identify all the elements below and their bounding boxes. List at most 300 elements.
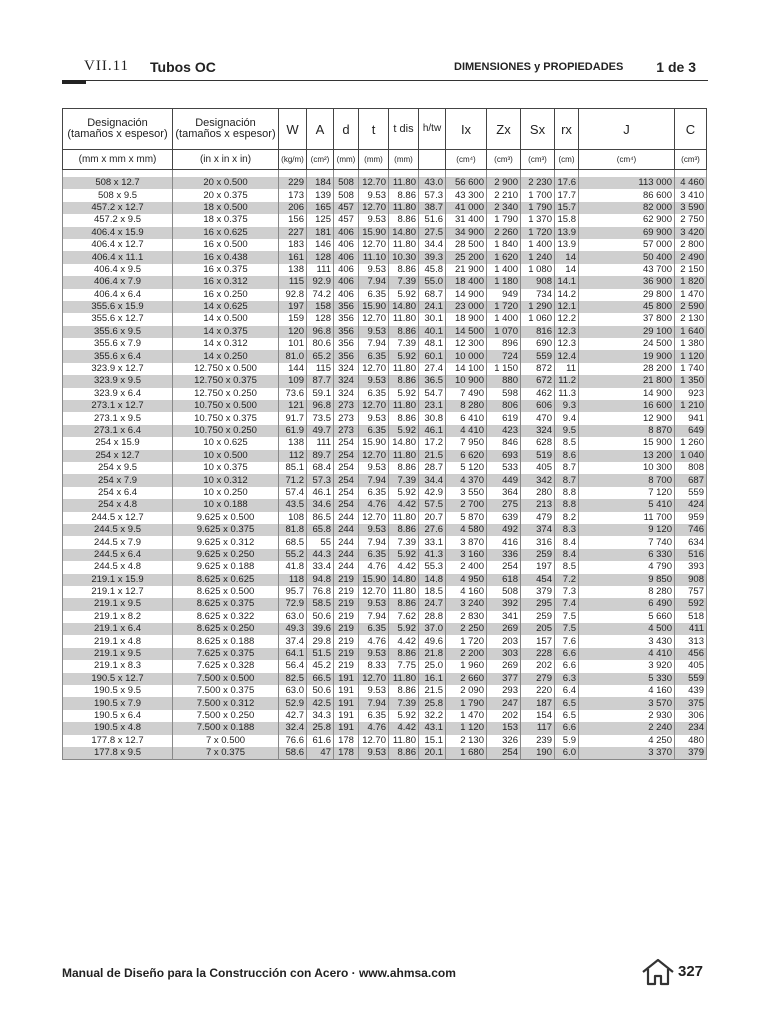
cell-tdis: 5.92	[389, 549, 419, 561]
cell-a: 34.6	[307, 499, 334, 511]
cell-d: 244	[334, 536, 359, 548]
cell-sx: 2 230	[521, 177, 555, 189]
cell-tdis: 10.30	[389, 251, 419, 263]
cell-ix: 1 790	[446, 697, 487, 709]
cell-c: 634	[675, 536, 707, 548]
cell-sx: 197	[521, 561, 555, 573]
cell-des-in: 20 x 0.375	[173, 189, 279, 201]
cell-c: 516	[675, 549, 707, 561]
table-row	[63, 660, 707, 672]
cell-t: 12.70	[359, 735, 389, 747]
cell-sx: 228	[521, 648, 555, 660]
cell-zx: 203	[487, 635, 521, 647]
table-row	[63, 450, 707, 462]
cell-htw: 25.0	[419, 660, 446, 672]
cell-a: 45.2	[307, 660, 334, 672]
cell-a: 68.4	[307, 462, 334, 474]
cell-des-mm: 254 x 4.8	[63, 499, 173, 511]
cell-sx: 1 290	[521, 301, 555, 313]
cell-zx: 1 790	[487, 214, 521, 226]
cell-rx: 8.7	[555, 462, 579, 474]
unit-htw	[419, 150, 446, 170]
cell-ix: 2 130	[446, 735, 487, 747]
cell-htw: 18.5	[419, 586, 446, 598]
cell-rx: 7.2	[555, 574, 579, 586]
cell-sx: 816	[521, 326, 555, 338]
cell-zx: 1 400	[487, 313, 521, 325]
cell-c: 1 040	[675, 450, 707, 462]
cell-a: 139	[307, 189, 334, 201]
col-rx: rx	[555, 109, 579, 150]
cell-c: 379	[675, 747, 707, 760]
cell-c: 1 470	[675, 289, 707, 301]
cell-zx: 1 620	[487, 251, 521, 263]
cell-j: 7 740	[579, 536, 675, 548]
cell-w: 138	[279, 264, 307, 276]
cell-des-mm: 406.4 x 6.4	[63, 289, 173, 301]
cell-tdis: 14.80	[389, 437, 419, 449]
cell-t: 4.76	[359, 635, 389, 647]
cell-htw: 36.5	[419, 375, 446, 387]
cell-w: 118	[279, 574, 307, 586]
cell-des-in: 10.750 x 0.375	[173, 412, 279, 424]
cell-w: 32.4	[279, 722, 307, 734]
cell-t: 7.94	[359, 697, 389, 709]
cell-des-mm: 457.2 x 12.7	[63, 202, 173, 214]
cell-sx: 295	[521, 598, 555, 610]
cell-t: 9.53	[359, 747, 389, 760]
cell-j: 8 870	[579, 425, 675, 437]
cell-w: 197	[279, 301, 307, 313]
cell-w: 108	[279, 512, 307, 524]
cell-des-mm: 508 x 12.7	[63, 177, 173, 189]
cell-des-in: 10 x 0.312	[173, 474, 279, 486]
cell-rx: 12.4	[555, 350, 579, 362]
cell-des-mm: 355.6 x 12.7	[63, 313, 173, 325]
cell-a: 47	[307, 747, 334, 760]
cell-des-mm: 177.8 x 9.5	[63, 747, 173, 760]
cell-c: 1 120	[675, 350, 707, 362]
cell-des-in: 18 x 0.375	[173, 214, 279, 226]
cell-j: 9 120	[579, 524, 675, 536]
cell-c: 2 800	[675, 239, 707, 251]
cell-d: 254	[334, 462, 359, 474]
table-row	[63, 685, 707, 697]
cell-sx: 479	[521, 512, 555, 524]
cell-j: 3 370	[579, 747, 675, 760]
cell-ix: 1 120	[446, 722, 487, 734]
cell-des-mm: 244.5 x 4.8	[63, 561, 173, 573]
cell-rx: 6.6	[555, 648, 579, 660]
cell-sx: 187	[521, 697, 555, 709]
table-row	[63, 177, 707, 189]
cell-sx: 559	[521, 350, 555, 362]
cell-d: 254	[334, 499, 359, 511]
table-row	[63, 710, 707, 722]
cell-ix: 8 280	[446, 400, 487, 412]
cell-w: 58.6	[279, 747, 307, 760]
cell-t: 6.35	[359, 388, 389, 400]
cell-a: 89.7	[307, 450, 334, 462]
cell-c: 2 130	[675, 313, 707, 325]
cell-t: 7.94	[359, 276, 389, 288]
cell-htw: 43.1	[419, 722, 446, 734]
table-row	[63, 400, 707, 412]
cell-zx: 618	[487, 574, 521, 586]
unit-j: (cm⁴)	[579, 150, 675, 170]
cell-rx: 11	[555, 363, 579, 375]
cell-sx: 280	[521, 487, 555, 499]
cell-ix: 4 580	[446, 524, 487, 536]
cell-htw: 54.7	[419, 388, 446, 400]
cell-tdis: 8.86	[389, 524, 419, 536]
cell-a: 80.6	[307, 338, 334, 350]
cell-sx: 259	[521, 549, 555, 561]
cell-a: 128	[307, 251, 334, 263]
cell-w: 52.9	[279, 697, 307, 709]
cell-ix: 21 900	[446, 264, 487, 276]
cell-rx: 8.2	[555, 512, 579, 524]
cell-des-in: 12.750 x 0.500	[173, 363, 279, 375]
cell-tdis: 8.86	[389, 214, 419, 226]
table-row	[63, 227, 707, 239]
cell-sx: 324	[521, 425, 555, 437]
cell-j: 28 200	[579, 363, 675, 375]
cell-w: 85.1	[279, 462, 307, 474]
cell-des-mm: 190.5 x 9.5	[63, 685, 173, 697]
cell-j: 5 660	[579, 611, 675, 623]
cell-des-mm: 254 x 6.4	[63, 487, 173, 499]
cell-sx: 462	[521, 388, 555, 400]
cell-t: 12.70	[359, 313, 389, 325]
cell-zx: 269	[487, 660, 521, 672]
cell-zx: 1 720	[487, 301, 521, 313]
cell-rx: 6.0	[555, 747, 579, 760]
cell-a: 29.8	[307, 635, 334, 647]
cell-d: 254	[334, 437, 359, 449]
cell-j: 6 490	[579, 598, 675, 610]
table-row	[63, 301, 707, 313]
cell-htw: 28.8	[419, 611, 446, 623]
cell-d: 406	[334, 289, 359, 301]
cell-c: 959	[675, 512, 707, 524]
cell-sx: 117	[521, 722, 555, 734]
cell-zx: 416	[487, 536, 521, 548]
cell-des-in: 14 x 0.625	[173, 301, 279, 313]
cell-sx: 220	[521, 685, 555, 697]
cell-zx: 598	[487, 388, 521, 400]
cell-des-in: 14 x 0.250	[173, 350, 279, 362]
cell-ix: 2 830	[446, 611, 487, 623]
cell-des-mm: 273.1 x 12.7	[63, 400, 173, 412]
cell-d: 191	[334, 710, 359, 722]
cell-a: 76.8	[307, 586, 334, 598]
cell-tdis: 8.86	[389, 648, 419, 660]
cell-d: 356	[334, 326, 359, 338]
cell-sx: 374	[521, 524, 555, 536]
cell-a: 51.5	[307, 648, 334, 660]
cell-rx: 14.1	[555, 276, 579, 288]
cell-sx: 519	[521, 450, 555, 462]
cell-zx: 293	[487, 685, 521, 697]
cell-j: 19 900	[579, 350, 675, 362]
cell-a: 42.5	[307, 697, 334, 709]
cell-rx: 9.5	[555, 425, 579, 437]
cell-des-in: 7 x 0.375	[173, 747, 279, 760]
cell-c: 1 350	[675, 375, 707, 387]
cell-w: 81.8	[279, 524, 307, 536]
cell-rx: 8.3	[555, 524, 579, 536]
cell-zx: 619	[487, 412, 521, 424]
cell-sx: 672	[521, 375, 555, 387]
cell-ix: 7 950	[446, 437, 487, 449]
cell-des-mm: 323.9 x 12.7	[63, 363, 173, 375]
table-row	[63, 574, 707, 586]
cell-htw: 25.8	[419, 697, 446, 709]
cell-tdis: 11.80	[389, 400, 419, 412]
cell-t: 9.53	[359, 685, 389, 697]
cell-t: 12.70	[359, 202, 389, 214]
cell-a: 50.6	[307, 611, 334, 623]
cell-des-in: 7.500 x 0.375	[173, 685, 279, 697]
cell-ix: 31 400	[446, 214, 487, 226]
cell-sx: 316	[521, 536, 555, 548]
cell-rx: 9.4	[555, 412, 579, 424]
cell-des-mm: 273.1 x 6.4	[63, 425, 173, 437]
cell-des-in: 7.625 x 0.328	[173, 660, 279, 672]
col-ix: Ix	[446, 109, 487, 150]
cell-c: 592	[675, 598, 707, 610]
cell-c: 687	[675, 474, 707, 486]
cell-htw: 27.4	[419, 363, 446, 375]
cell-zx: 639	[487, 512, 521, 524]
cell-htw: 57.5	[419, 499, 446, 511]
cell-tdis: 8.86	[389, 264, 419, 276]
table-row	[63, 499, 707, 511]
table-row	[63, 239, 707, 251]
cell-d: 219	[334, 574, 359, 586]
cell-c: 424	[675, 499, 707, 511]
cell-rx: 14.2	[555, 289, 579, 301]
unit-des-in: (in x in x in)	[173, 150, 279, 170]
table-row	[63, 363, 707, 375]
cell-des-in: 9.625 x 0.250	[173, 549, 279, 561]
cell-rx: 17.7	[555, 189, 579, 201]
cell-tdis: 8.86	[389, 375, 419, 387]
cell-j: 45 800	[579, 301, 675, 313]
table-row	[63, 586, 707, 598]
cell-rx: 7.3	[555, 586, 579, 598]
cell-j: 69 900	[579, 227, 675, 239]
cell-des-in: 9.625 x 0.375	[173, 524, 279, 536]
cell-tdis: 5.92	[389, 623, 419, 635]
cell-des-in: 7.500 x 0.312	[173, 697, 279, 709]
cell-w: 92.8	[279, 289, 307, 301]
cell-j: 6 330	[579, 549, 675, 561]
cell-sx: 872	[521, 363, 555, 375]
cell-w: 42.7	[279, 710, 307, 722]
cell-w: 161	[279, 251, 307, 263]
cell-rx: 8.4	[555, 536, 579, 548]
cell-rx: 11.2	[555, 375, 579, 387]
cell-sx: 279	[521, 673, 555, 685]
unit-a: (cm²)	[307, 150, 334, 170]
cell-d: 244	[334, 561, 359, 573]
cell-htw: 21.5	[419, 685, 446, 697]
cell-tdis: 7.39	[389, 276, 419, 288]
cell-ix: 5 870	[446, 512, 487, 524]
unit-tdis: (mm)	[389, 150, 419, 170]
cell-des-in: 8.625 x 0.188	[173, 635, 279, 647]
table-row	[63, 697, 707, 709]
cell-rx: 7.5	[555, 623, 579, 635]
col-htw: h/tw	[419, 109, 446, 150]
cell-tdis: 14.80	[389, 574, 419, 586]
cell-c: 3 590	[675, 202, 707, 214]
cell-c: 808	[675, 462, 707, 474]
cell-tdis: 8.86	[389, 685, 419, 697]
cell-w: 229	[279, 177, 307, 189]
cell-ix: 6 620	[446, 450, 487, 462]
cell-sx: 470	[521, 412, 555, 424]
cell-tdis: 11.80	[389, 450, 419, 462]
cell-j: 29 100	[579, 326, 675, 338]
cell-zx: 364	[487, 487, 521, 499]
cell-j: 4 160	[579, 685, 675, 697]
cell-tdis: 8.86	[389, 412, 419, 424]
cell-htw: 57.3	[419, 189, 446, 201]
cell-des-in: 7.500 x 0.188	[173, 722, 279, 734]
cell-htw: 21.8	[419, 648, 446, 660]
cell-t: 12.70	[359, 586, 389, 598]
cell-zx: 2 210	[487, 189, 521, 201]
cell-t: 15.90	[359, 574, 389, 586]
cell-w: 159	[279, 313, 307, 325]
cell-des-mm: 244.5 x 6.4	[63, 549, 173, 561]
unit-d: (mm)	[334, 150, 359, 170]
cell-tdis: 14.80	[389, 301, 419, 313]
cell-w: 61.9	[279, 425, 307, 437]
cell-des-in: 10 x 0.500	[173, 450, 279, 462]
cell-t: 7.94	[359, 611, 389, 623]
cell-d: 191	[334, 722, 359, 734]
cell-sx: 239	[521, 735, 555, 747]
cell-des-mm: 457.2 x 9.5	[63, 214, 173, 226]
cell-d: 356	[334, 338, 359, 350]
cell-zx: 449	[487, 474, 521, 486]
cell-j: 4 500	[579, 623, 675, 635]
cell-tdis: 4.42	[389, 561, 419, 573]
cell-d: 273	[334, 400, 359, 412]
table-row	[63, 264, 707, 276]
cell-des-mm: 406.4 x 12.7	[63, 239, 173, 251]
cell-des-mm: 355.6 x 7.9	[63, 338, 173, 350]
unit-t: (mm)	[359, 150, 389, 170]
cell-zx: 2 900	[487, 177, 521, 189]
cell-c: 2 590	[675, 301, 707, 313]
cell-j: 21 800	[579, 375, 675, 387]
table-row	[63, 648, 707, 660]
table-row	[63, 623, 707, 635]
cell-rx: 8.4	[555, 549, 579, 561]
cell-rx: 7.4	[555, 598, 579, 610]
cell-htw: 27.5	[419, 227, 446, 239]
cell-htw: 21.5	[419, 450, 446, 462]
cell-j: 62 900	[579, 214, 675, 226]
unit-w: (kg/m)	[279, 150, 307, 170]
cell-zx: 326	[487, 735, 521, 747]
cell-des-in: 16 x 0.438	[173, 251, 279, 263]
cell-zx: 247	[487, 697, 521, 709]
cell-ix: 12 300	[446, 338, 487, 350]
cell-sx: 690	[521, 338, 555, 350]
cell-sx: 1 240	[521, 251, 555, 263]
cell-a: 128	[307, 313, 334, 325]
cell-a: 74.2	[307, 289, 334, 301]
cell-a: 73.5	[307, 412, 334, 424]
cell-t: 6.35	[359, 425, 389, 437]
cell-ix: 3 160	[446, 549, 487, 561]
cell-tdis: 11.80	[389, 313, 419, 325]
table-row	[63, 673, 707, 685]
table-row	[63, 524, 707, 536]
cell-c: 1 640	[675, 326, 707, 338]
cell-t: 6.35	[359, 487, 389, 499]
cell-t: 6.35	[359, 289, 389, 301]
cell-tdis: 5.92	[389, 710, 419, 722]
section-title: Tubos OC	[150, 59, 216, 75]
cell-d: 219	[334, 623, 359, 635]
cell-rx: 12.2	[555, 313, 579, 325]
cell-sx: 157	[521, 635, 555, 647]
cell-a: 146	[307, 239, 334, 251]
cell-tdis: 7.39	[389, 338, 419, 350]
table-row	[63, 326, 707, 338]
cell-d: 219	[334, 586, 359, 598]
cell-tdis: 11.80	[389, 239, 419, 251]
cell-a: 86.5	[307, 512, 334, 524]
cell-zx: 336	[487, 549, 521, 561]
cell-ix: 2 400	[446, 561, 487, 573]
cell-sx: 1 720	[521, 227, 555, 239]
home-icon[interactable]	[641, 957, 675, 987]
cell-des-in: 7.625 x 0.375	[173, 648, 279, 660]
unit-zx: (cm³)	[487, 150, 521, 170]
cell-zx: 1 150	[487, 363, 521, 375]
cell-a: 96.8	[307, 326, 334, 338]
cell-rx: 6.3	[555, 673, 579, 685]
cell-zx: 880	[487, 375, 521, 387]
cell-tdis: 5.92	[389, 388, 419, 400]
cell-des-mm: 254 x 15.9	[63, 437, 173, 449]
cell-c: 559	[675, 673, 707, 685]
cell-d: 244	[334, 512, 359, 524]
cell-c: 480	[675, 735, 707, 747]
cell-w: 227	[279, 227, 307, 239]
cell-w: 112	[279, 450, 307, 462]
cell-d: 191	[334, 697, 359, 709]
cell-ix: 2 660	[446, 673, 487, 685]
cell-w: 138	[279, 437, 307, 449]
cell-des-mm: 244.5 x 9.5	[63, 524, 173, 536]
cell-w: 71.2	[279, 474, 307, 486]
cell-des-in: 10.750 x 0.500	[173, 400, 279, 412]
cell-w: 81.0	[279, 350, 307, 362]
cell-des-in: 9.625 x 0.188	[173, 561, 279, 573]
cell-c: 313	[675, 635, 707, 647]
cell-ix: 28 500	[446, 239, 487, 251]
cell-htw: 30.8	[419, 412, 446, 424]
